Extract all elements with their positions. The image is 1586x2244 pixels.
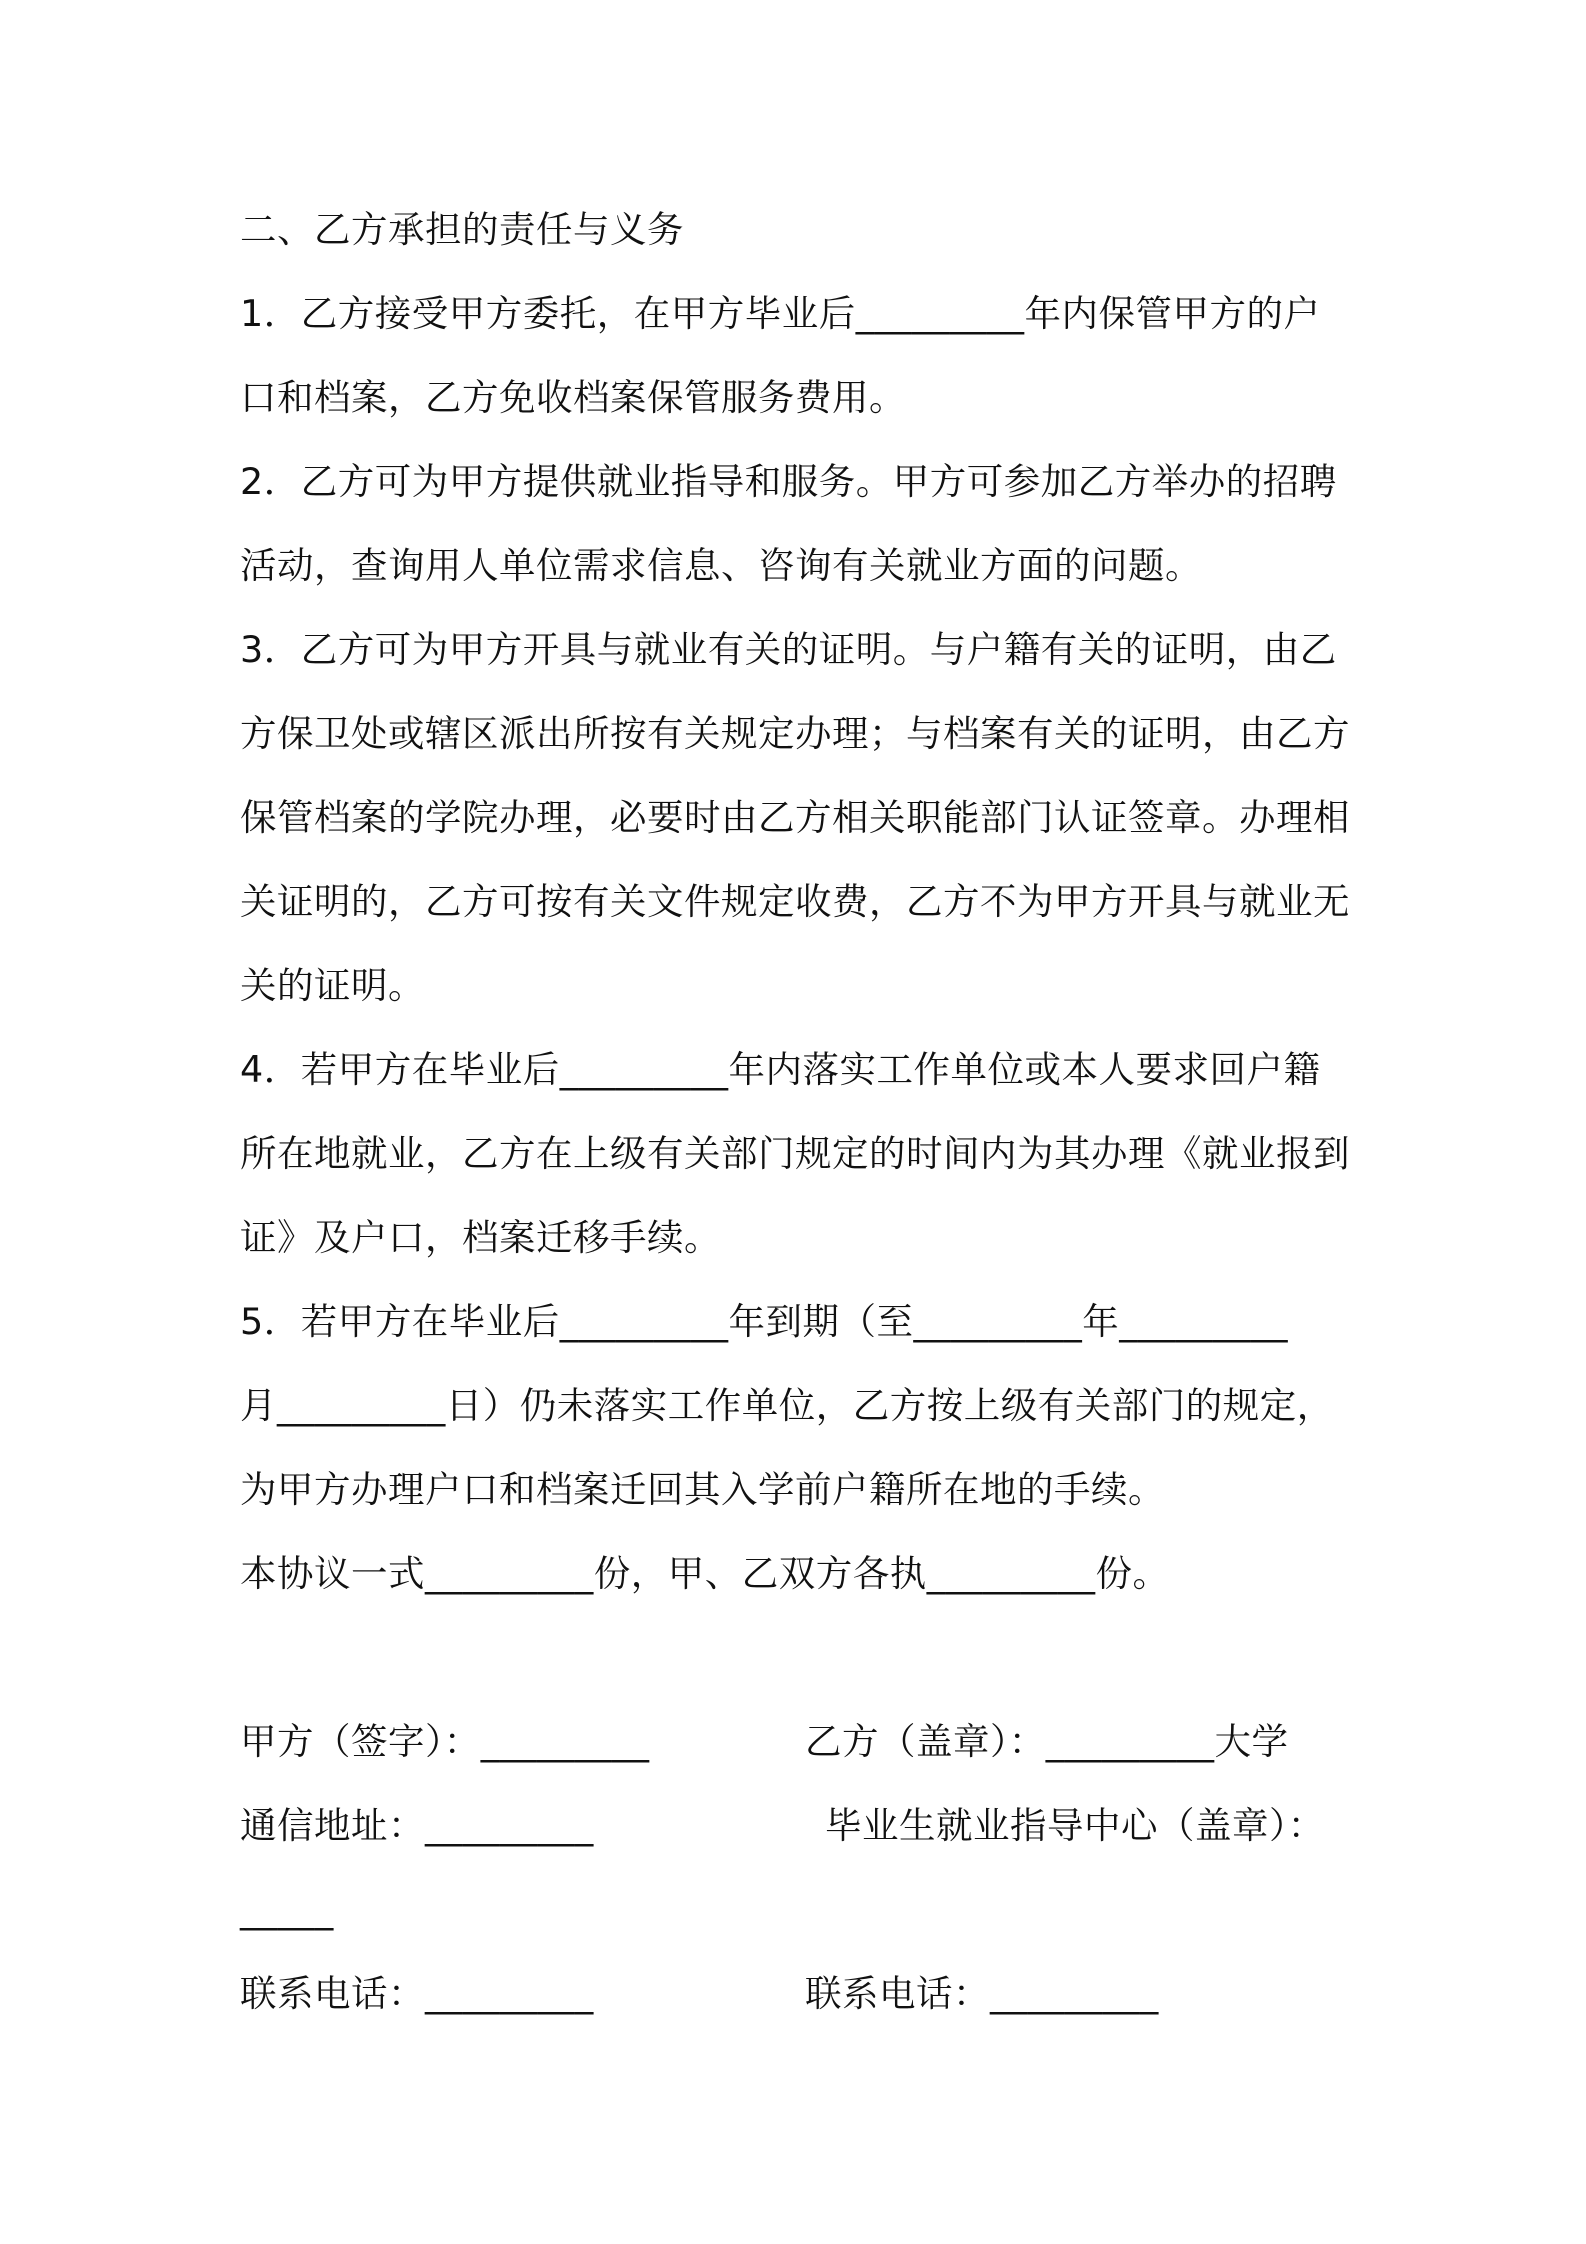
copies-clause: 本协议一式_________份，甲、乙双方各执_________份。 xyxy=(240,1552,1170,1595)
section-heading: 二、乙方承担的责任与义务 xyxy=(240,208,684,251)
clause-3-line-2: 方保卫处或辖区派出所按有关规定办理；与档案有关的证明，由乙方 xyxy=(240,712,1350,755)
employment-center-seal-blank: _____ xyxy=(240,1888,334,1931)
clause-2-line-2: 活动，查询用人单位需求信息、咨询有关就业方面的问题。 xyxy=(240,544,1202,587)
clause-5-line-2: 月_________日）仍未落实工作单位，乙方按上级有关部门的规定， xyxy=(240,1384,1334,1427)
clause-3-line-5: 关的证明。 xyxy=(240,964,425,1007)
clause-5-line-1: 5．若甲方在毕业后_________年到期（至_________年_________ xyxy=(240,1300,1288,1343)
clause-5-line-3: 为甲方办理户口和档案迁回其入学前户籍所在地的手续。 xyxy=(240,1468,1165,1511)
clause-3-line-4: 关证明的，乙方可按有关文件规定收费，乙方不为甲方开具与就业无 xyxy=(240,880,1350,923)
party-b-seal: 乙方（盖章）：_________大学 xyxy=(805,1720,1289,1763)
clause-3-line-1: 3．乙方可为甲方开具与就业有关的证明。与户籍有关的证明，由乙 xyxy=(240,628,1337,671)
clause-4-line-1: 4．若甲方在毕业后_________年内落实工作单位或本人要求回户籍 xyxy=(240,1048,1321,1091)
party-b-phone: 联系电话：_________ xyxy=(805,1972,1159,2015)
clause-3-line-3: 保管档案的学院办理，必要时由乙方相关职能部门认证签章。办理相 xyxy=(240,796,1350,839)
party-a-signature: 甲方（签字）：_________ xyxy=(240,1720,650,1763)
employment-center-seal: 毕业生就业指导中心（盖章）： xyxy=(825,1804,1325,1847)
clause-2-line-1: 2．乙方可为甲方提供就业指导和服务。甲方可参加乙方举办的招聘 xyxy=(240,460,1337,503)
clause-1-line-1: 1．乙方接受甲方委托，在甲方毕业后_________年内保管甲方的户 xyxy=(240,292,1321,335)
clause-1-line-2: 口和档案，乙方免收档案保管服务费用。 xyxy=(240,376,906,419)
clause-4-line-3: 证》及户口，档案迁移手续。 xyxy=(240,1216,721,1259)
clause-4-line-2: 所在地就业，乙方在上级有关部门规定的时间内为其办理《就业报到 xyxy=(240,1132,1350,1175)
party-a-address: 通信地址：_________ xyxy=(240,1804,594,1847)
party-a-phone: 联系电话：_________ xyxy=(240,1972,594,2015)
